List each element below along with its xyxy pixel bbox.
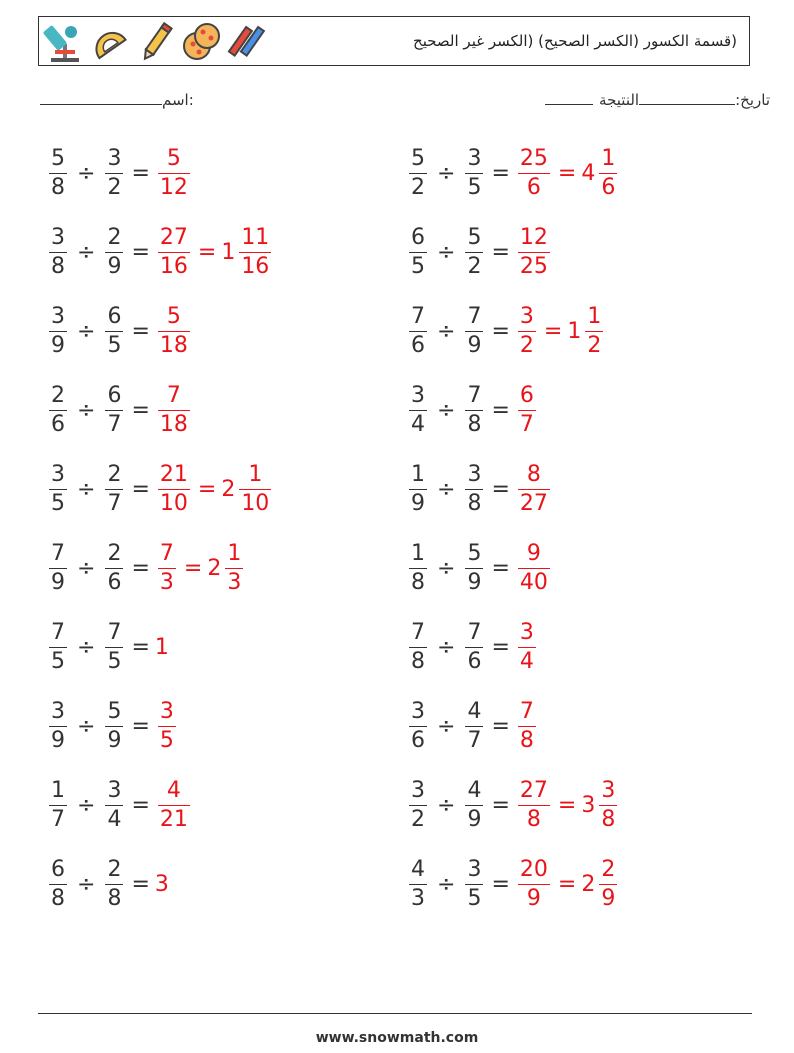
date-blank[interactable] [639, 90, 735, 105]
denominator: 4 [411, 411, 425, 437]
problem-item [406, 854, 620, 914]
equals-sign: = [491, 476, 510, 502]
answer-fraction [158, 224, 190, 279]
denominator: 5 [107, 648, 122, 674]
answer-fraction [158, 382, 190, 437]
numerator: 1 [248, 461, 263, 487]
denominator: 7 [107, 411, 122, 437]
problem-item [46, 617, 169, 677]
problem-item [46, 459, 274, 519]
date-label: تاريخ: [735, 91, 770, 109]
cookie-icon [181, 20, 223, 64]
numerator: 7 [467, 382, 482, 408]
denominator: 3 [411, 885, 425, 911]
denominator: 3 [159, 569, 174, 595]
denominator: 9 [467, 569, 482, 595]
denominator: 8 [467, 411, 482, 437]
numerator: 1 [411, 540, 425, 566]
equals-sign: = [557, 792, 577, 818]
denominator: 9 [51, 727, 65, 753]
numerator: 9 [526, 540, 541, 566]
denominator: 8 [519, 727, 534, 753]
dividend-fraction [409, 698, 427, 753]
answer-whole: 1 [154, 634, 169, 660]
equals-sign: = [491, 634, 510, 660]
numerator: 3 [467, 856, 482, 882]
denominator: 5 [51, 648, 65, 674]
equals-sign: = [491, 397, 510, 423]
denominator: 9 [107, 727, 122, 753]
divide-sign: ÷ [437, 239, 456, 265]
denominator: 6 [107, 569, 122, 595]
equals-sign: = [491, 239, 510, 265]
problem-item [46, 854, 169, 914]
mixed-whole: 4 [581, 160, 596, 186]
divide-sign: ÷ [77, 397, 96, 423]
denominator: 8 [51, 253, 65, 279]
numerator: 2 [107, 856, 122, 882]
mixed-whole: 2 [207, 555, 222, 581]
worksheet-header [38, 16, 750, 66]
divide-sign: ÷ [437, 160, 456, 186]
divide-sign: ÷ [437, 318, 456, 344]
dividend-fraction [49, 777, 67, 832]
numerator: 2 [107, 461, 122, 487]
denominator: 16 [159, 253, 188, 279]
name-label: اسم: [162, 91, 194, 109]
name-field [40, 90, 194, 109]
divide-sign: ÷ [437, 713, 456, 739]
equals-sign: = [183, 555, 203, 581]
divisor-fraction [465, 777, 483, 832]
divisor-fraction [105, 224, 123, 279]
divide-sign: ÷ [437, 397, 456, 423]
mixed-fraction [239, 461, 271, 516]
divisor-fraction [465, 461, 483, 516]
answer-fraction [518, 303, 536, 358]
problem-item [406, 143, 620, 203]
answer-fraction [158, 461, 190, 516]
numerator: 5 [51, 145, 65, 171]
numerator: 3 [467, 145, 482, 171]
mixed-fraction [599, 856, 617, 911]
dividend-fraction [409, 461, 427, 516]
answer-fraction [518, 382, 536, 437]
divisor-fraction [465, 303, 483, 358]
divisor-fraction [105, 540, 123, 595]
mixed-whole: 1 [567, 318, 582, 344]
equals-sign: = [197, 239, 217, 265]
divisor-fraction [105, 461, 123, 516]
denominator: 8 [411, 569, 425, 595]
numerator: 7 [159, 540, 174, 566]
numerator: 1 [227, 540, 242, 566]
denominator: 25 [519, 253, 548, 279]
problem-item [406, 222, 553, 282]
denominator: 8 [467, 490, 482, 516]
numerator: 12 [519, 224, 548, 250]
denominator: 4 [519, 648, 534, 674]
protractor-icon [89, 20, 131, 64]
divide-sign: ÷ [437, 555, 456, 581]
dividend-fraction [49, 698, 67, 753]
denominator: 18 [159, 411, 188, 437]
numerator: 4 [411, 856, 425, 882]
divisor-fraction [105, 698, 123, 753]
equals-sign: = [491, 792, 510, 818]
numerator: 6 [519, 382, 534, 408]
denominator: 4 [107, 806, 122, 832]
denominator: 3 [227, 569, 242, 595]
equals-sign: = [131, 160, 150, 186]
numerator: 3 [51, 303, 65, 329]
denominator: 6 [411, 332, 425, 358]
numerator: 2 [107, 540, 122, 566]
equals-sign: = [131, 713, 150, 739]
result-blank[interactable] [545, 90, 593, 105]
denominator: 6 [411, 727, 425, 753]
denominator: 5 [467, 174, 482, 200]
dividend-fraction [49, 145, 67, 200]
equals-sign: = [131, 397, 150, 423]
denominator: 10 [241, 490, 270, 516]
denominator: 6 [467, 648, 482, 674]
divisor-fraction [465, 619, 483, 674]
denominator: 9 [51, 332, 65, 358]
equals-sign: = [491, 713, 510, 739]
dividend-fraction [49, 303, 67, 358]
equals-sign: = [131, 318, 150, 344]
divisor-fraction [105, 145, 123, 200]
divisor-fraction [105, 303, 123, 358]
denominator: 8 [107, 885, 122, 911]
numerator: 3 [411, 698, 425, 724]
equals-sign: = [131, 871, 150, 897]
divide-sign: ÷ [437, 871, 456, 897]
numerator: 1 [411, 461, 425, 487]
numerator: 1 [601, 145, 616, 171]
numerator: 5 [467, 540, 482, 566]
numerator: 3 [51, 698, 65, 724]
denominator: 12 [159, 174, 188, 200]
denominator: 6 [518, 173, 550, 199]
answer-fraction [158, 698, 176, 753]
divide-sign: ÷ [77, 476, 96, 502]
denominator: 7 [51, 806, 65, 832]
numerator: 7 [166, 382, 181, 408]
footer-url: www.snowmath.com [315, 1030, 479, 1046]
denominator: 9 [601, 885, 616, 911]
divide-sign: ÷ [77, 634, 96, 660]
divide-sign: ÷ [77, 318, 96, 344]
numerator: 3 [601, 777, 616, 803]
numerator: 7 [411, 619, 425, 645]
answer-fraction [158, 303, 190, 358]
numerator: 20 [519, 856, 548, 882]
denominator: 2 [411, 174, 425, 200]
divide-sign: ÷ [77, 792, 96, 818]
denominator: 8 [411, 648, 425, 674]
divide-sign: ÷ [437, 476, 456, 502]
numerator: 3 [159, 698, 174, 724]
divide-sign: ÷ [437, 792, 456, 818]
divisor-fraction [105, 856, 123, 911]
equals-sign: = [491, 160, 510, 186]
answer-fraction [518, 777, 550, 832]
problem-item [406, 775, 620, 835]
numerator: 27 [519, 777, 548, 803]
dividend-fraction [49, 619, 67, 674]
numerator: 21 [159, 461, 188, 487]
answer-fraction [518, 540, 550, 595]
problem-item [46, 143, 193, 203]
numerator: 5 [166, 303, 181, 329]
mixed-fraction [225, 540, 243, 595]
numerator: 7 [519, 698, 534, 724]
dividend-fraction [49, 461, 67, 516]
denominator: 21 [159, 806, 188, 832]
dividend-fraction [409, 619, 427, 674]
divide-sign: ÷ [77, 555, 96, 581]
equals-sign: = [557, 871, 577, 897]
numerator: 7 [51, 619, 65, 645]
numerator: 7 [51, 540, 65, 566]
numerator: 4 [166, 777, 181, 803]
answer-fraction [518, 224, 550, 279]
dividend-fraction [409, 303, 427, 358]
dividend-fraction [409, 382, 427, 437]
answer-fraction [158, 777, 190, 832]
divisor-fraction [105, 619, 123, 674]
numerator: 5 [107, 698, 122, 724]
numerator: 1 [587, 303, 602, 329]
numerator: 3 [519, 303, 534, 329]
divisor-fraction [465, 540, 483, 595]
numerator: 7 [411, 303, 425, 329]
mixed-fraction [599, 145, 617, 200]
numerator: 3 [411, 382, 425, 408]
problem-item [46, 696, 179, 756]
numerator: 27 [159, 224, 188, 250]
divisor-fraction [105, 777, 123, 832]
answer-fraction [518, 145, 550, 200]
answer-whole: 3 [154, 871, 169, 897]
result-label: النتيجة [599, 91, 640, 109]
numerator: 3 [519, 619, 534, 645]
denominator: 5 [159, 727, 174, 753]
divisor-fraction [465, 224, 483, 279]
denominator: 16 [241, 253, 270, 279]
pens-icon [227, 20, 269, 64]
denominator: 7 [107, 490, 122, 516]
pencil-icon [135, 20, 177, 64]
numerator: 7 [467, 303, 482, 329]
numerator: 3 [51, 224, 65, 250]
numerator: 2 [601, 856, 616, 882]
denominator: 8 [518, 805, 550, 831]
numerator: 4 [467, 698, 482, 724]
footer-divider [38, 1013, 752, 1014]
denominator: 6 [601, 174, 616, 200]
microscope-icon [43, 20, 85, 64]
problem-item [406, 459, 553, 519]
numerator: 5 [166, 145, 181, 171]
denominator: 5 [467, 885, 482, 911]
denominator: 5 [107, 332, 122, 358]
equals-sign: = [197, 476, 217, 502]
numerator: 6 [51, 856, 65, 882]
problem-item [406, 380, 539, 440]
denominator: 2 [411, 806, 425, 832]
divide-sign: ÷ [77, 160, 96, 186]
name-blank[interactable] [40, 90, 162, 105]
denominator: 2 [587, 332, 602, 358]
denominator: 9 [411, 490, 425, 516]
dividend-fraction [409, 224, 427, 279]
numerator: 25 [519, 145, 548, 171]
denominator: 7 [519, 411, 534, 437]
dividend-fraction [49, 856, 67, 911]
header-icons [43, 20, 269, 64]
problem-item [406, 301, 606, 361]
answer-fraction [518, 619, 536, 674]
denominator: 9 [467, 332, 482, 358]
dividend-fraction [409, 856, 427, 911]
numerator: 7 [467, 619, 482, 645]
problem-item [406, 696, 539, 756]
numerator: 7 [107, 619, 122, 645]
denominator: 9 [107, 253, 122, 279]
dividend-fraction [49, 382, 67, 437]
denominator: 9 [51, 569, 65, 595]
equals-sign: = [131, 239, 150, 265]
equals-sign: = [543, 318, 563, 344]
worksheet-title: (قسمة الكسور (الكسر الصحيح) (الكسر غير الصحيح [413, 32, 737, 50]
equals-sign: = [131, 555, 150, 581]
equals-sign: = [491, 555, 510, 581]
numerator: 5 [467, 224, 482, 250]
denominator: 6 [51, 411, 65, 437]
problem-item [46, 380, 193, 440]
dividend-fraction [49, 224, 67, 279]
divisor-fraction [105, 382, 123, 437]
divide-sign: ÷ [437, 634, 456, 660]
equals-sign: = [557, 160, 577, 186]
denominator: 40 [519, 569, 548, 595]
numerator: 3 [107, 145, 122, 171]
denominator: 7 [467, 727, 482, 753]
denominator: 8 [601, 806, 616, 832]
denominator: 10 [159, 490, 188, 516]
answer-fraction [518, 461, 550, 516]
divisor-fraction [465, 698, 483, 753]
mixed-fraction [599, 777, 617, 832]
numerator: 2 [107, 224, 122, 250]
numerator: 2 [51, 382, 65, 408]
divisor-fraction [465, 145, 483, 200]
denominator: 2 [519, 332, 534, 358]
denominator: 9 [518, 884, 550, 910]
divisor-fraction [465, 382, 483, 437]
problem-item [406, 617, 539, 677]
equals-sign: = [131, 792, 150, 818]
divide-sign: ÷ [77, 239, 96, 265]
equals-sign: = [491, 871, 510, 897]
answer-fraction [158, 540, 176, 595]
divisor-fraction [465, 856, 483, 911]
problem-item [46, 222, 274, 282]
dividend-fraction [409, 145, 427, 200]
numerator: 6 [411, 224, 425, 250]
denominator: 5 [51, 490, 65, 516]
numerator: 3 [51, 461, 65, 487]
numerator: 6 [107, 303, 122, 329]
denominator: 5 [411, 253, 425, 279]
denominator: 9 [467, 806, 482, 832]
numerator: 3 [467, 461, 482, 487]
mixed-whole: 3 [581, 792, 596, 818]
problem-item [46, 538, 246, 598]
numerator: 1 [51, 777, 65, 803]
mixed-fraction [239, 224, 271, 279]
numerator: 6 [107, 382, 122, 408]
numerator: 4 [467, 777, 482, 803]
equals-sign: = [131, 476, 150, 502]
denominator: 2 [467, 253, 482, 279]
dividend-fraction [409, 540, 427, 595]
equals-sign: = [491, 318, 510, 344]
problem-item [406, 538, 553, 598]
denominator: 27 [519, 490, 548, 516]
dividend-fraction [409, 777, 427, 832]
numerator: 3 [107, 777, 122, 803]
numerator: 11 [241, 224, 270, 250]
numerator: 5 [411, 145, 425, 171]
equals-sign: = [131, 634, 150, 660]
mixed-fraction [585, 303, 603, 358]
numerator: 3 [411, 777, 425, 803]
problem-item [46, 301, 193, 361]
problem-item [46, 775, 193, 835]
denominator: 8 [51, 885, 65, 911]
denominator: 2 [107, 174, 122, 200]
answer-fraction [518, 856, 550, 911]
divide-sign: ÷ [77, 713, 96, 739]
answer-fraction [158, 145, 190, 200]
numerator: 8 [526, 461, 541, 487]
divide-sign: ÷ [77, 871, 96, 897]
denominator: 18 [159, 332, 188, 358]
denominator: 8 [51, 174, 65, 200]
dividend-fraction [49, 540, 67, 595]
date-result-field [545, 90, 770, 109]
mixed-whole: 1 [221, 239, 236, 265]
mixed-whole: 2 [221, 476, 236, 502]
mixed-whole: 2 [581, 871, 596, 897]
answer-fraction [518, 698, 536, 753]
